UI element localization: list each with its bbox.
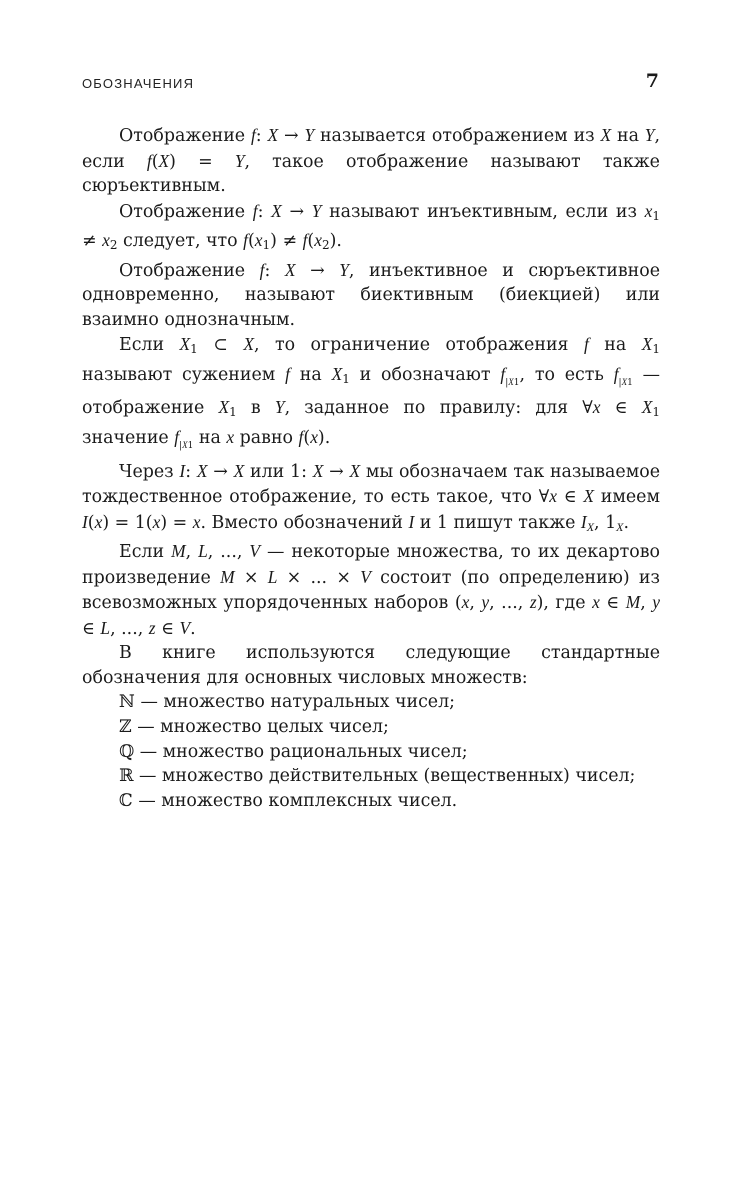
complex-symbol: ℂ <box>119 790 133 811</box>
paragraph-identity: Через I: X → X или 1: X → X мы обозначаем так называемое тождественное отображение, то есть такое, что ∀x ∈ X имеем I(x) = 1(x) = x. Вместо обозначений I и 1 пишут также $I_X$, $1_X$. <box>82 460 660 534</box>
number-set-description: — множество рациональных чисел; <box>139 741 468 762</box>
number-set-item <box>82 789 660 814</box>
reals-symbol: ℝ <box>119 766 134 787</box>
number-set-description: — множество действительных (вещественных) чисел; <box>138 766 636 787</box>
number-set-description: — множество комплексных чисел. <box>138 790 458 811</box>
paragraph-cartesian-product: Если M, L, ..., V — некоторые множества, то их декартово произведение M × L × ... × V состоит (по определению) из всевозможных упорядоченных наборов (x, y, ..., z), где x ∈ M, y ∈ L, ..., z ∈ V. <box>82 541 660 639</box>
number-set-item <box>82 740 660 765</box>
number-set-item <box>82 690 660 715</box>
number-set-description: — множество натуральных чисел; <box>140 692 456 713</box>
running-title: ОБОЗНАЧЕНИЯ <box>82 76 195 91</box>
paragraph-restriction: Если $X_1$ ⊂ X, то ограничение отображения f на $X_1$ называют сужением f на $X_1$ и обозначают $f_{|X1}$, то есть $f_{|X1}$ — отображение $X_1$ в Y, заданное по правилу: для ∀x ∈ $X_1$ значение $f_{|X1}$ на x равно f(x). <box>82 334 661 452</box>
paragraph-surjective: Отображение f: X → Y называется отображением из X на Y, если f(X) = Y, такое отображение называют также сюръективным. <box>82 125 660 197</box>
number-set-description: — множество целых чисел; <box>137 717 389 738</box>
page-number: 7 <box>645 70 659 92</box>
paragraph-standard-notation: В книге используются следующие стандартные обозначения для основных числовых множеств: <box>82 643 660 688</box>
number-set-item <box>82 715 660 740</box>
integers-symbol: ℤ <box>119 717 132 738</box>
naturals-symbol: ℕ <box>119 692 135 713</box>
body-text <box>82 123 660 813</box>
paragraph-injective: Отображение f: X → Y называют инъективным, если из $x_1 \ne x_2$ следует, что $f(x_1) \ne f(x_2)$. <box>82 200 660 253</box>
paragraph-bijective: Отображение f: X → Y, инъективное и сюръективное одновременно, называют биективным (биекцией) или взаимно однозначным. <box>82 259 660 330</box>
number-set-item <box>82 764 660 789</box>
rationals-symbol: ℚ <box>119 741 135 762</box>
